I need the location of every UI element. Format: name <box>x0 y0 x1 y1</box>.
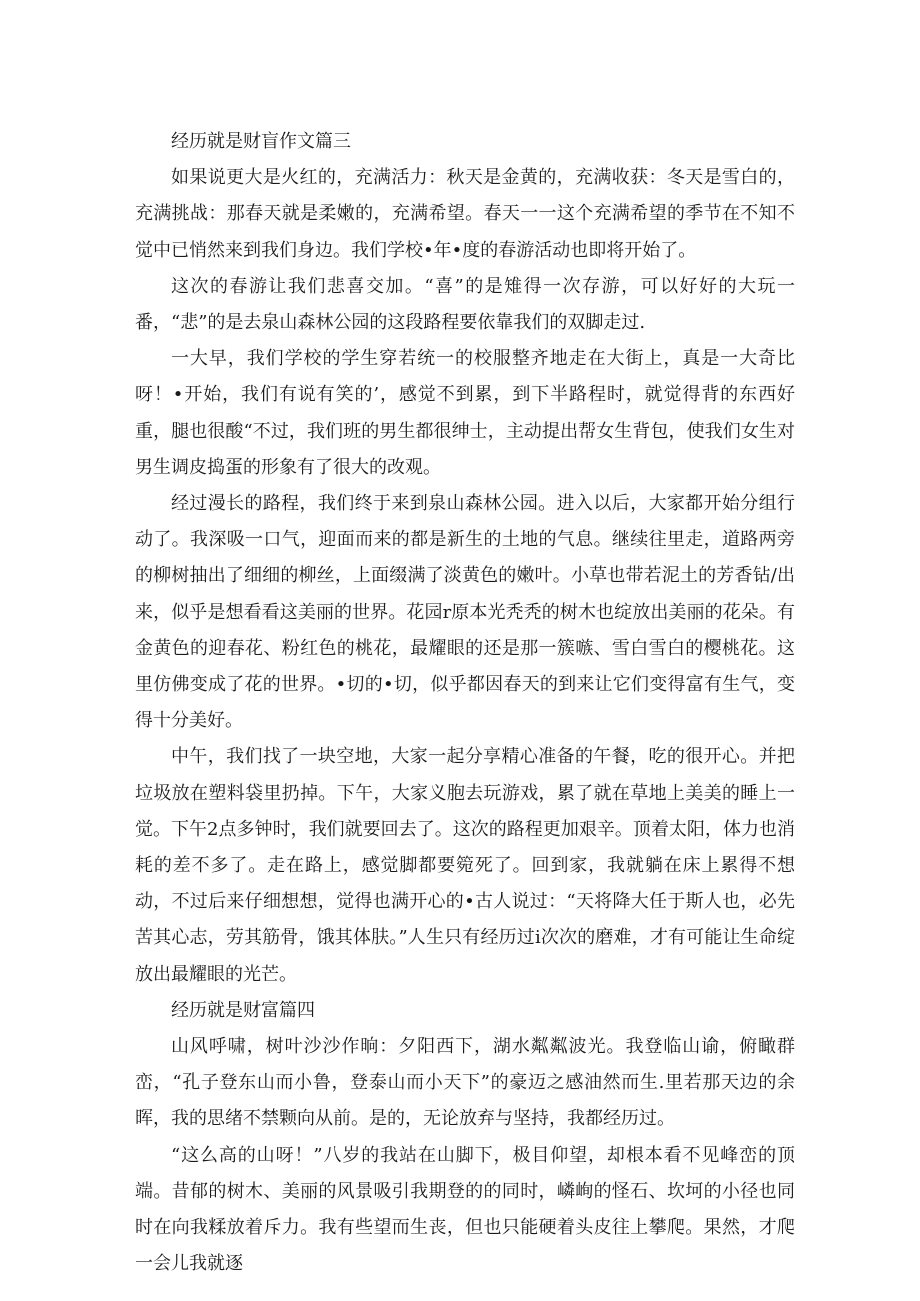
paragraph: “这么高的山呀！”八岁的我站在山脚下，极目仰望，却根本看不见峰峦的顶端。昔郁的树木、美丽的风景吸引我期登的的同时，嶙峋的怪石、坎坷的小径也同时在向我糅放着斥力。我有些望而生丧，但也只能硬着头皮往上攀爬。果然，才爬一会儿我就逐 <box>135 1144 795 1275</box>
paragraph: 经过漫长的路程，我们终于来到泉山森林公园。进入以后，大家都开始分组行动了。我深吸一口气，迎面而来的都是新生的土地的气息。继续往里走，道路两旁的柳树抽出了细细的柳丝，上面缀满了淡黄色的嫩叶。小草也带若泥土的芳香钻/出来，似乎是想看看这美丽的世界。花园r原本光秃秃的树木也绽放出美丽的花朵。有金黄色的迎春花、粉红色的桃花，最耀眼的还是那一簇嗾、雪白雪白的樱桃花。这里仿佛变成了花的世界。•切的•切，似乎都因春天的到来让它们变得富有生气，变得十分美好。 <box>135 493 795 732</box>
paragraph: 一大早，我们学校的学生穿若统一的校服整齐地走在大街上，真是一大奇比呀！•开始，我们有说有笑的’，感觉不到累，到下半路程时，就觉得背的东西好重，腿也很酸“不过，我们班的男生都很绅士，主动提出帮女生背包，使我们女生对男生调皮捣蛋的形象有了很大的改观。 <box>135 348 795 478</box>
document-body <box>135 124 795 1283</box>
paragraph: 山风呼啸，树叶沙沙作晌：夕阳西下，湖水粼粼波光。我登临山谕，俯瞰群峦，“孔子登东山而小鲁，登泰山而小天下”的豪迈之感油然而生.里若那天边的余晖，我的思绪不禁颗向从前。是的，无论放弃与坚持，我都经历过。 <box>135 1036 795 1130</box>
section-three-heading: 经历就是财盲作文篇三 <box>171 131 351 152</box>
section-four-heading: 经历就是财富篇四 <box>171 999 315 1021</box>
paragraph: 如果说更大是火红的，充满活力：秋天是金黄的，充满收获：冬天是雪白的，充满挑战：那春天就是柔嫩的，充满希望。春天一一这个充满希望的季节在不知不觉中已悄然来到我们身边。我们学校•年•度的春游活动也即将开始了。 <box>135 167 795 261</box>
paragraph: 这次的春游让我们悲喜交加。“喜”的是雉得一次存游，可以好好的大玩一番，“悲”的是去泉山森林公园的这段路程要依靠我们的双脚走过. <box>135 275 795 334</box>
paragraph: 中午，我们找了一块空地，大家一起分享精心准备的午餐，吃的很开心。并把垃圾放在塑料袋里扔掉。下午，大家义胞去玩游戏，累了就在草地上美美的睡上一觉。下午2点多钟时，我们就要回去了。这次的路程更加艰辛。顶着太阳，体力也消耗的差不多了。走在路上，感觉脚都要箢死了。回到家，我就躺在床上累得不想动，不过后来仔细想想，觉得也满开心的•古人说过：“天将降大任于斯人也，必先苦其心志，劳其筋骨，饿其体肤。”人生只有经历过i次次的磨难，才有可能让生命绽放出最耀眼的光芒。 <box>135 746 795 985</box>
